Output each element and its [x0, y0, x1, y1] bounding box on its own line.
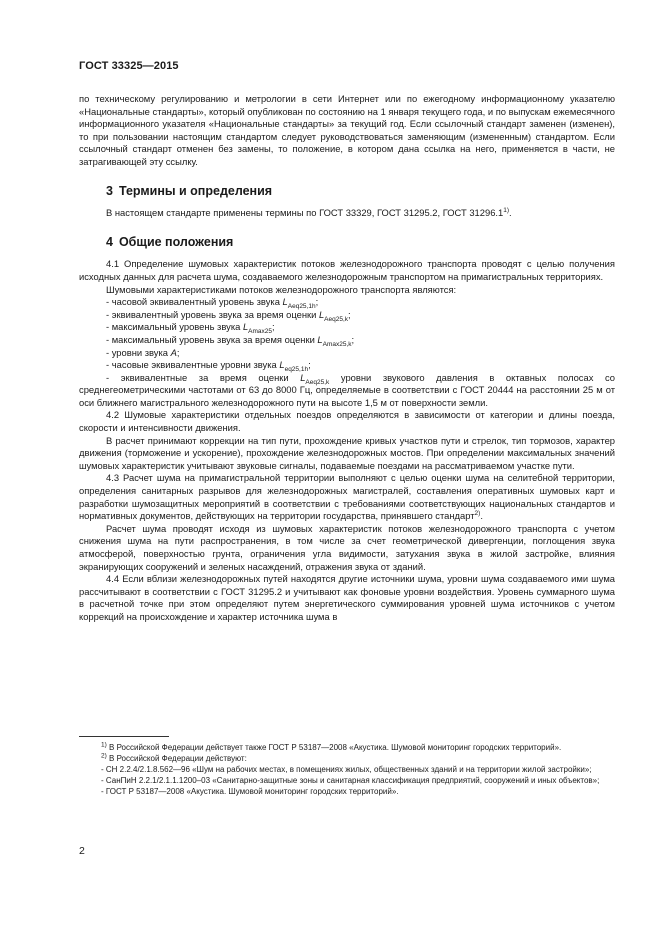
section-3-end: . — [509, 207, 512, 219]
list-item-end: ; — [348, 308, 351, 320]
list-item — [79, 321, 615, 334]
paragraph-4-1-lead: Шумовыми характеристиками потоков железнодорожного транспорта являются: — [106, 283, 457, 295]
paragraph-4-3-end: . — [480, 510, 483, 522]
list-item-text: - максимальный уровень звука за время оценки — [106, 333, 318, 345]
symbol: L — [318, 308, 325, 320]
footnote-2-text: В Российской Федерации действуют: — [106, 754, 247, 763]
list-item — [79, 309, 615, 322]
paragraph-4-4: 4.4 Если вблизи железнодорожных путей находятся другие источники шума, уровни шума создаваемого ими шума рассчитывают в соответствии с ГОСТ 31295.2 и учитывают как фоновые уровни воздействия. Уровень суммарного шума в расчетной точке при этом определяют путем энергетического суммирования уровней шума источников с учетом коррекций на происхождение и характер источника шума в — [79, 573, 615, 622]
symbol-subscript: Aeq25,k — [324, 315, 349, 323]
section-3-title: Термины и определения — [118, 183, 273, 198]
page-number: 2 — [79, 845, 85, 857]
footnotes — [79, 742, 615, 797]
list-item — [79, 359, 615, 372]
section-4-heading — [106, 236, 615, 249]
list-item — [79, 296, 615, 309]
section-3-heading — [106, 185, 615, 198]
list-item-end: уровни звукового давления в октавных полосах со среднегеометрическими частотами от 63 до 8000 Гц, определяемые в соответствии с ГОСТ 20444 на расстоянии 25 м от оси ближнего магистрального железнодорожного пути на высоте 1,5 м от поверхности земли. — [79, 371, 615, 408]
list-item-end: ; — [315, 296, 319, 308]
list-item-end: ; — [272, 321, 275, 333]
list-item-text: - эквивалентные за время оценки — [106, 371, 301, 383]
symbol-subscript: Amax25,k — [322, 340, 352, 348]
document-header: ГОСТ 33325—2015 — [79, 60, 179, 72]
footnote-2-item: - ГОСТ Р 53187—2008 «Акустика. Шумовой мониторинг городских территорий». — [101, 787, 399, 796]
list-item-text: - часовой эквивалентный уровень звука — [106, 296, 283, 308]
footnote-divider — [79, 736, 169, 737]
footnote-1 — [79, 742, 615, 753]
symbol-subscript: Aeq25,k — [305, 378, 330, 386]
symbol: L — [300, 371, 306, 383]
paragraph-4-3-continued: Расчет шума проводят исходя из шумовых характеристик потоков железнодорожного транспорта с учетом снижения шума на пути распространения, в том числе за счет геометрической дивергенции, поглощения звука атмосферой, поверхностью грунта, ограничения угла видимости, затухания звука в жилой застройке, влияния экранирующих сооружений и зеленых насаждений, отражения звука от зданий. — [79, 522, 615, 572]
list-item-end: ; — [351, 333, 355, 345]
list-item — [79, 372, 615, 410]
list-item — [79, 334, 615, 347]
footnote-ref-2[interactable]: 2) — [474, 510, 481, 518]
section-3-text — [79, 207, 615, 220]
section-4-number: 4 — [106, 234, 113, 249]
footnote-1-text: В Российской Федерации действует также ГОСТ Р 53187—2008 «Акустика. Шумовой мониторинг городских территорий». — [106, 743, 562, 752]
paragraph-4-1: 4.1 Определение шумовых характеристик потоков железнодорожного транспорта проводят с целью получения исходных данных для расчета шума, создаваемого железнодорожным транспортом на примагистральных территориях. — [79, 258, 615, 282]
list-item-end: ; — [308, 359, 311, 371]
section-3-number: 3 — [106, 183, 113, 198]
footnote-ref-1[interactable]: 1) — [503, 207, 510, 215]
symbol-subscript: Amax25 — [248, 328, 273, 336]
paragraph-4-2-continued: В расчет принимают коррекции на тип пути, прохождение кривых участков пути и стрелок, тип тормозов, характер движения (торможение и ускорение), прохождение железнодорожных мостов. При определении максимальных значений шумовых характеристик учитывают звуковые сигналы, подаваемые поездами на рассматриваемом участке пути. — [79, 434, 615, 471]
list-item-text: - эквивалентный уровень звука за время оценки — [106, 308, 319, 320]
list-item-text: - максимальный уровень звука — [106, 321, 243, 333]
intro-paragraph: по техническому регулированию и метрологии в сети Интернет или по ежегодному информационному указателю «Национальные стандарты», который опубликован по состоянию на 1 января текущего года, и по выпускам ежемесячного информационного указателя «Национальные стандарты» за текущий год. Если ссылочный стандарт заменен (изменен), то при пользовании настоящим стандартом следует руководствоваться заменяющим (измененным) стандартом. Если ссылочный стандарт отменен без замены, то положение, в котором дана ссылка на него, применяется в части, не затрагивающей эту ссылку. — [79, 93, 615, 167]
footnote-2-mark: 2) — [101, 752, 107, 760]
footnote-2-item: - СН 2.2.4/2.1.8.562—96 «Шум на рабочих местах, в помещениях жилых, общественных зданий и на территории жилой застройки»; — [101, 765, 592, 774]
paragraph-4-3-text: 4.3 Расчет шума на примагистральной территории выполняют с целью оценки шума на селитебной территории, определения санитарных разрывов для железнодорожных магистралей, составления оперативных шумовых карт и разработки шумозащитных мероприятий в соответствии с требованиями соответствующих национальных стандартов и нормативных документов, действующих на территории государства, принявшего стандарт — [79, 472, 615, 522]
paragraph-4-2: 4.2 Шумовые характеристики отдельных поездов определяются в зависимости от категории и длины поезда, скорости и интенсивности движения. — [79, 409, 615, 434]
footnote-2-item: - СанПиН 2.2.1/2.1.1.1200–03 «Санитарно-защитные зоны и санитарная классификация предприятий, сооружений и иных объектов»; — [101, 776, 600, 785]
footnote-2 — [79, 753, 615, 764]
symbol-subscript: eq25,1h — [284, 365, 309, 373]
symbol: L — [282, 296, 288, 308]
symbol: L — [242, 321, 249, 333]
symbol-subscript: Aeq25,1h — [287, 303, 316, 310]
symbol: A — [170, 346, 177, 358]
footnote-1-mark: 1) — [101, 741, 107, 749]
list-item-text: - уровни звука — [106, 346, 171, 358]
list-item-end: ; — [176, 346, 180, 358]
list-item-text: - часовые эквивалентные уровни звука — [106, 359, 280, 371]
symbol: L — [279, 359, 285, 371]
page-body — [79, 93, 615, 624]
section-3-body: В настоящем стандарте применены термины по ГОСТ 33329, ГОСТ 31295.2, ГОСТ 31296.1 — [106, 207, 504, 219]
list-item — [79, 347, 615, 360]
section-4-title: Общие положения — [118, 234, 234, 249]
symbol: L — [317, 333, 323, 345]
paragraph-4-3 — [79, 472, 615, 522]
